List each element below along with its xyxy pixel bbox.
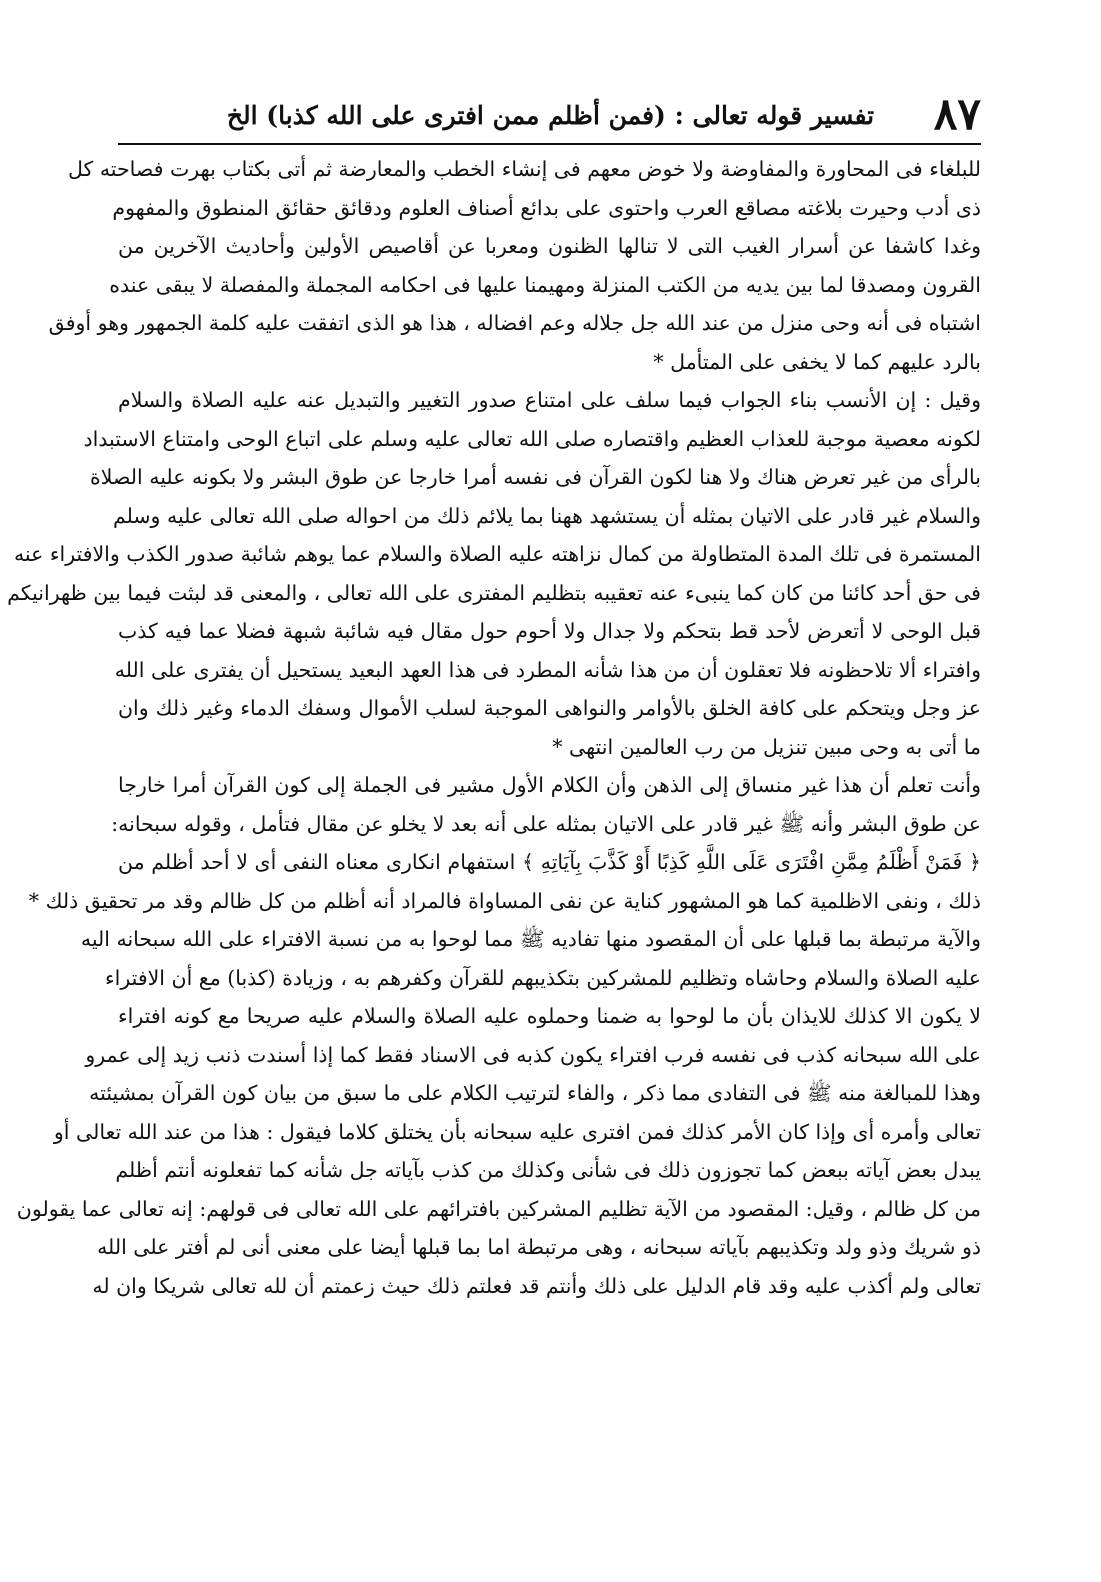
text-line: تعالى وأمره أى وإذا كان الأمر كذلك فمن افترى عليه سبحانه بأن يختلق كلاما فيقول : هذا من عند الله تعالى أو — [53, 1119, 981, 1144]
text-line: للبلغاء فى المحاورة والمفاوضة ولا خوض معهم فى إنشاء الخطب والمعارضة ثم أتى بكتاب بهرت فصاحته كل — [68, 157, 981, 181]
text-line: عليه الصلاة والسلام وحاشاه وتظليم للمشركين بتكذيبهم للقرآن وكفرهم به ، وزيادة (كذبا) مع أن الافتراء — [104, 965, 981, 990]
text-line: وافتراء ألا تلاحظونه فلا تعقلون أن من هذا شأنه المطرد فى هذا العهد البعيد يستحيل أن يفترى على الله — [114, 657, 981, 682]
text-line: من كل ظالم ، وقيل: المقصود من الآية تظليم المشركين بافترائهم على الله تعالى فى قولهم: إنه تعالى عما يقولون — [16, 1196, 981, 1221]
page-header — [120, 90, 981, 140]
header-divider — [118, 143, 981, 145]
text-line: ذلك ، ونفى الاظلمية كما هو المشهور كناية عن نفى المساواة فالمراد أنه أظلم من كل ظالم وقد مر تحقيق ذلك * — [28, 888, 981, 913]
text-line: المستمرة فى تلك المدة المتطاولة من كمال نزاهته عليه الصلاة والسلام عما يوهم شائبة صدور الكذب والافتراء عنه — [13, 542, 981, 566]
text-line: القرون ومصدقا لما بين يديه من الكتب المنزلة ومهيمنا عليها فى احكامه المجملة والمفصلة لا يبقى عنده — [109, 272, 981, 297]
text-line: وغدا كاشفا عن أسرار الغيب التى لا تنالها الظنون ومعربا عن أقاصيص الأولين وأحاديث الآخرين من — [118, 234, 981, 258]
text-line: تعالى ولم أكذب عليه وقد قام الدليل على ذلك وأنتم قد فعلتم ذلك حيث زعمتم أن لله تعالى شريكا وان له — [92, 1273, 981, 1298]
text-line: لا يكون الا كذلك للايذان بأن ما لوحوا به ضمنا وحملوه عليه الصلاة والسلام عليه صريحا مع كونه افتراء — [118, 1004, 981, 1028]
text-line: على الله سبحانه كذب فى نفسه فرب افتراء يكون كذبه فى الاسناد فقط كما إذا أسندت ذنب زيد إلى عمرو — [85, 1042, 981, 1067]
text-line: بالرد عليهم كما لا يخفى على المتأمل * — [653, 349, 981, 374]
text-line: ﴿ فَمَنْ أَظْلَمُ مِمَّنِ افْتَرَى عَلَى اللَّهِ كَذِبًا أَوْ كَذَّبَ بِآيَاتِهِ ﴾ استفهام انكارى معناه النفى أى لا أحد أظلم من — [118, 850, 981, 874]
body-text — [7, 150, 981, 1305]
text-line: والآية مرتبطة بما قبلها على أن المقصود منها تفاديه ﷺ مما لوحوا به من نسبة الافتراء على الله سبحانه اليه — [80, 927, 981, 951]
text-line: عز وجل ويتحكم على كافة الخلق بالأوامر والنواهى الموجبة لسلب الأموال وسفك الدماء وغير ذلك وان — [118, 696, 981, 720]
text-line: اشتباه فى أنه وحى منزل من عند الله جل جلاله وعم افضاله ، هذا هو الذى اتفقت عليه كلمة الجمهور وهو أوفق — [48, 311, 981, 335]
text-line: قبل الوحى لا أتعرض لأحد قط بتحكم ولا جدال ولا أحوم حول مقال فيه شائبة شبهة فضلا عما فيه كذب — [118, 619, 981, 643]
text-line: وأنت تعلم أن هذا غير منساق إلى الذهن وأن الكلام الأول مشير فى الجملة إلى كون القرآن أمرا خارجا — [118, 773, 981, 797]
text-line: عن طوق البشر وأنه ﷺ غير قادر على الاتيان بمثله على أنه بعد لا يخلو عن مقال فتأمل ، وقوله سبحانه: — [111, 811, 981, 836]
text-line: وهذا للمبالغة منه ﷺ فى التفادى مما ذكر ، والفاء لترتيب الكلام على ما سبق من بيان كون القرآن بمشيئته — [89, 1081, 981, 1105]
text-line: وقيل : إن الأنسب بناء الجواب فيما سلف على امتناع صدور التغيير والتبديل عنه عليه الصلاة والسلام — [118, 388, 981, 412]
text-line: ذى أدب وحيرت بلاغته مصاقع العرب واحتوى على بدائع أصناف العلوم ودقائق حقائق المنطوق والمفهوم — [112, 195, 981, 220]
text-line: فى حق أحد كائنا من كان كما ينبىء عنه تعقيبه بتظليم المفترى على الله تعالى ، والمعنى قد لبثت فيما بين ظهرانيكم — [7, 580, 981, 605]
text-line: يبدل بعض آياته ببعض كما تجوزون ذلك فى شأنى وكذلك من كذب بآياته جل شأنه كما تفعلونه أنتم أظلم — [115, 1158, 981, 1182]
text-line: ذو شريك وذو ولد وتكذيبهم بآياته سبحانه ، وهى مرتبطة اما بما قبلها أيضا على معنى أنى لم أفتر على الله — [97, 1235, 981, 1259]
running-title: تفسير قوله تعالى : (فمن أظلم ممن افترى على الله كذبا) الخ — [226, 101, 875, 130]
text-line: والسلام غير قادر على الاتيان بمثله أن يستشهد ههنا بما يلائم ذلك من احواله صلى الله تعالى عليه وسلم — [112, 503, 981, 528]
page-number: ٨٧ — [933, 89, 981, 140]
text-line: ما أتى به وحى مبين تنزيل من رب العالمين انتهى * — [552, 734, 981, 759]
text-line: بالرأى من غير تعرض هناك ولا هنا لكون القرآن فى نفسه أمرا خارجا عن طوق البشر ولا بكونه عليه الصلاة — [90, 465, 981, 489]
text-line: لكونه معصية موجبة للعذاب العظيم واقتصاره صلى الله تعالى عليه وسلم على اتباع الوحى وامتناع الاستبداد — [83, 426, 981, 451]
